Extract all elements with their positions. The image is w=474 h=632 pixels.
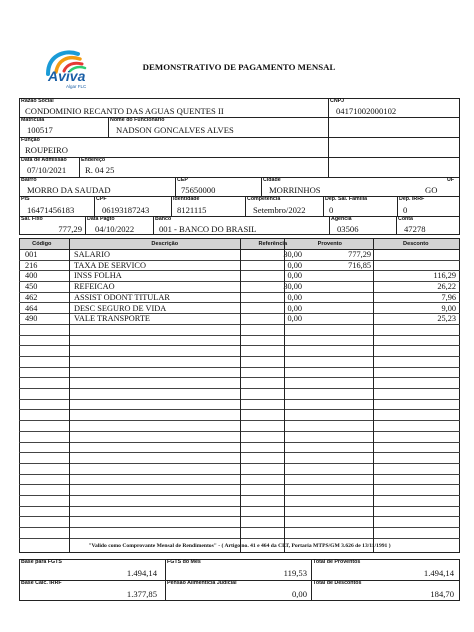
pis-cell [19, 196, 94, 216]
cell-descricao: INSS FOLHA [74, 271, 122, 281]
pensao-cell [165, 580, 311, 601]
banco-cell [153, 216, 329, 235]
logo-subtitle: Algar FLC [66, 84, 87, 89]
logo-brand: Aviva [48, 68, 86, 84]
data-pagto-label: Data Pagto [87, 216, 115, 222]
matricula-value: 100517 [27, 125, 53, 135]
competencia-cell [245, 196, 323, 216]
razao-social-cell [19, 98, 328, 117]
cell-referencia: 0,00 [287, 260, 302, 270]
dep-irrf-label: Dep. IRRF [399, 196, 425, 202]
pensao-label: Pensão Alimentícia Judicial [167, 580, 237, 586]
endereco-cell [79, 157, 328, 177]
razao-social-value: CONDOMINIO RECANTO DAS AGUAS QUENTES II [25, 106, 224, 116]
funcao-label: Função [21, 137, 40, 143]
cell-desconto: 25,23 [437, 314, 456, 324]
cell-codigo: 216 [25, 260, 38, 270]
cell-referencia: 30,00 [283, 282, 302, 292]
cell-referencia: 30,00 [283, 250, 302, 259]
base-fgts-value: 1.494,14 [126, 568, 157, 578]
agencia-value: 03506 [337, 224, 359, 234]
total-descontos-value: 184,70 [430, 589, 454, 599]
sal-fixo-value: 777,29 [58, 224, 82, 234]
dep-irrf-value: 0 [403, 205, 408, 215]
sal-fixo-label: Sal. Fixo [21, 216, 43, 222]
total-proventos-value: 1.494,14 [423, 568, 454, 578]
nome-label: Nome do Funcionário [110, 117, 165, 123]
cell-descricao: ASSIST ODONT TITULAR [74, 292, 170, 302]
cpf-value: 06193187243 [102, 205, 150, 215]
cep-label: CEP [177, 177, 188, 183]
base-fgts-label: Base para FGTS [21, 559, 62, 565]
cep-cell [175, 177, 261, 196]
agencia-cell [329, 216, 396, 235]
cell-desconto: 9,00 [441, 303, 456, 313]
cell-descricao: REFEICAO [74, 282, 115, 292]
legal-footnote: "Valido como Comprovante Mensal de Rendimentos" - ( Artigo no. 41 e 464 da CLT, Portaria MTPS/GM 3.626 de 13/11/1991 ) [88, 543, 391, 549]
matricula-label: Matrícula [21, 117, 45, 123]
dep-irrf-cell [397, 196, 460, 216]
cell-desconto: 116,29 [433, 271, 456, 281]
total-proventos-cell [311, 559, 460, 580]
total-descontos-label: Total de Descontos [313, 580, 362, 586]
cell-referencia: 0,00 [287, 314, 302, 324]
admissao-cell [19, 157, 79, 177]
cell-codigo: 462 [25, 292, 38, 302]
conta-label: Conta [398, 216, 414, 222]
company-logo [34, 44, 134, 94]
banco-value: 001 - BANCO DO BRASIL [159, 224, 257, 234]
uf-value: GO [425, 185, 438, 195]
cell-desconto: 7,96 [441, 292, 456, 302]
cnpj-value: 04171002000102 [336, 106, 397, 116]
pis-value: 16471456183 [27, 205, 75, 215]
base-irrf-label: Base Cálc. IRRF [21, 580, 62, 586]
fgts-mes-label: FGTS do Mês [167, 559, 201, 565]
cell-codigo: 450 [25, 282, 38, 292]
data-pagto-cell [85, 216, 153, 235]
dep-sal-familia-cell [323, 196, 397, 216]
identidade-cell [171, 196, 245, 216]
competencia-value: Setembro/2022 [253, 205, 306, 215]
cell-codigo: 464 [25, 303, 38, 313]
header-desconto: Desconto [403, 240, 429, 247]
nome-value: NADSON GONCALVES ALVES [116, 125, 234, 135]
cell-referencia: 0,00 [287, 271, 302, 281]
cell-referencia: 0,00 [287, 303, 302, 313]
dep-sal-familia-label: Dep. Sal. Família [325, 196, 368, 202]
bairro-label: Bairro [21, 177, 37, 183]
banco-label: Banco [155, 216, 172, 222]
cell-descricao: TAXA DE SERVICO [74, 260, 146, 270]
total-proventos-label: Total de Proventos [313, 559, 361, 565]
admissao-value: 07/10/2021 [27, 165, 67, 175]
pensao-value: 0,00 [291, 589, 307, 599]
header-codigo: Código [32, 240, 52, 247]
conta-cell [396, 216, 460, 235]
cell-codigo: 490 [25, 314, 38, 324]
cnpj-label: CNPJ [330, 98, 345, 104]
cell-descricao: VALE TRANSPORTE [74, 314, 150, 324]
admissao-label: Data de Admissão [21, 157, 67, 163]
cpf-cell [94, 196, 171, 216]
competencia-label: Competência [247, 196, 281, 202]
funcao-value: ROUPEIRO [25, 145, 68, 155]
bairro-cell [19, 177, 175, 196]
cell-codigo: 001 [25, 250, 38, 259]
cidade-value: MORRINHOS [269, 185, 321, 195]
header-referencia: Referência [258, 240, 288, 247]
cell-provento: 716,85 [348, 260, 371, 270]
uf-cell [415, 177, 460, 196]
cell-descricao: SALARIO [74, 250, 110, 259]
agencia-label: Agência [331, 216, 352, 222]
fgts-mes-cell [165, 559, 311, 580]
fgts-mes-value: 119,53 [283, 568, 307, 578]
endereco-label: Endereço [81, 157, 106, 163]
base-irrf-cell [19, 580, 165, 601]
data-pagto-value: 04/10/2022 [95, 224, 135, 234]
sal-fixo-cell [19, 216, 85, 235]
cell-desconto: 26,22 [437, 282, 456, 292]
matricula-cell [19, 117, 108, 137]
bairro-value: MORRO DA SAUDAD [27, 185, 111, 195]
page-title: DEMONSTRATIVO DE PAGAMENTO MENSAL [142, 62, 336, 72]
cell-provento: 777,29 [348, 250, 371, 259]
identidade-value: 8121115 [177, 205, 207, 215]
uf-label: UF [447, 177, 455, 183]
pis-label: PIS [21, 196, 30, 202]
nome-cell [108, 117, 328, 137]
identidade-label: Identidade [173, 196, 200, 202]
endereco-value: R. 04 25 [85, 165, 115, 175]
dep-sal-familia-value: 0 [329, 205, 334, 215]
cidade-cell [261, 177, 415, 196]
base-fgts-cell [19, 559, 165, 580]
cell-descricao: DESC SEGURO DE VIDA [74, 303, 167, 313]
cpf-label: CPF [96, 196, 107, 202]
header-provento: Provento [317, 240, 342, 247]
cell-referencia: 0,00 [287, 292, 302, 302]
total-descontos-cell [311, 580, 460, 601]
razao-social-label: Razão Social [21, 98, 54, 104]
cell-codigo: 400 [25, 271, 38, 281]
funcao-cell [19, 137, 328, 157]
cep-value: 75650000 [181, 185, 216, 195]
conta-value: 47278 [404, 224, 426, 234]
cidade-label: Cidade [263, 177, 281, 183]
header-descricao: Descrição [151, 240, 179, 247]
base-irrf-value: 1.377,85 [126, 589, 157, 599]
cnpj-cell [328, 98, 460, 117]
